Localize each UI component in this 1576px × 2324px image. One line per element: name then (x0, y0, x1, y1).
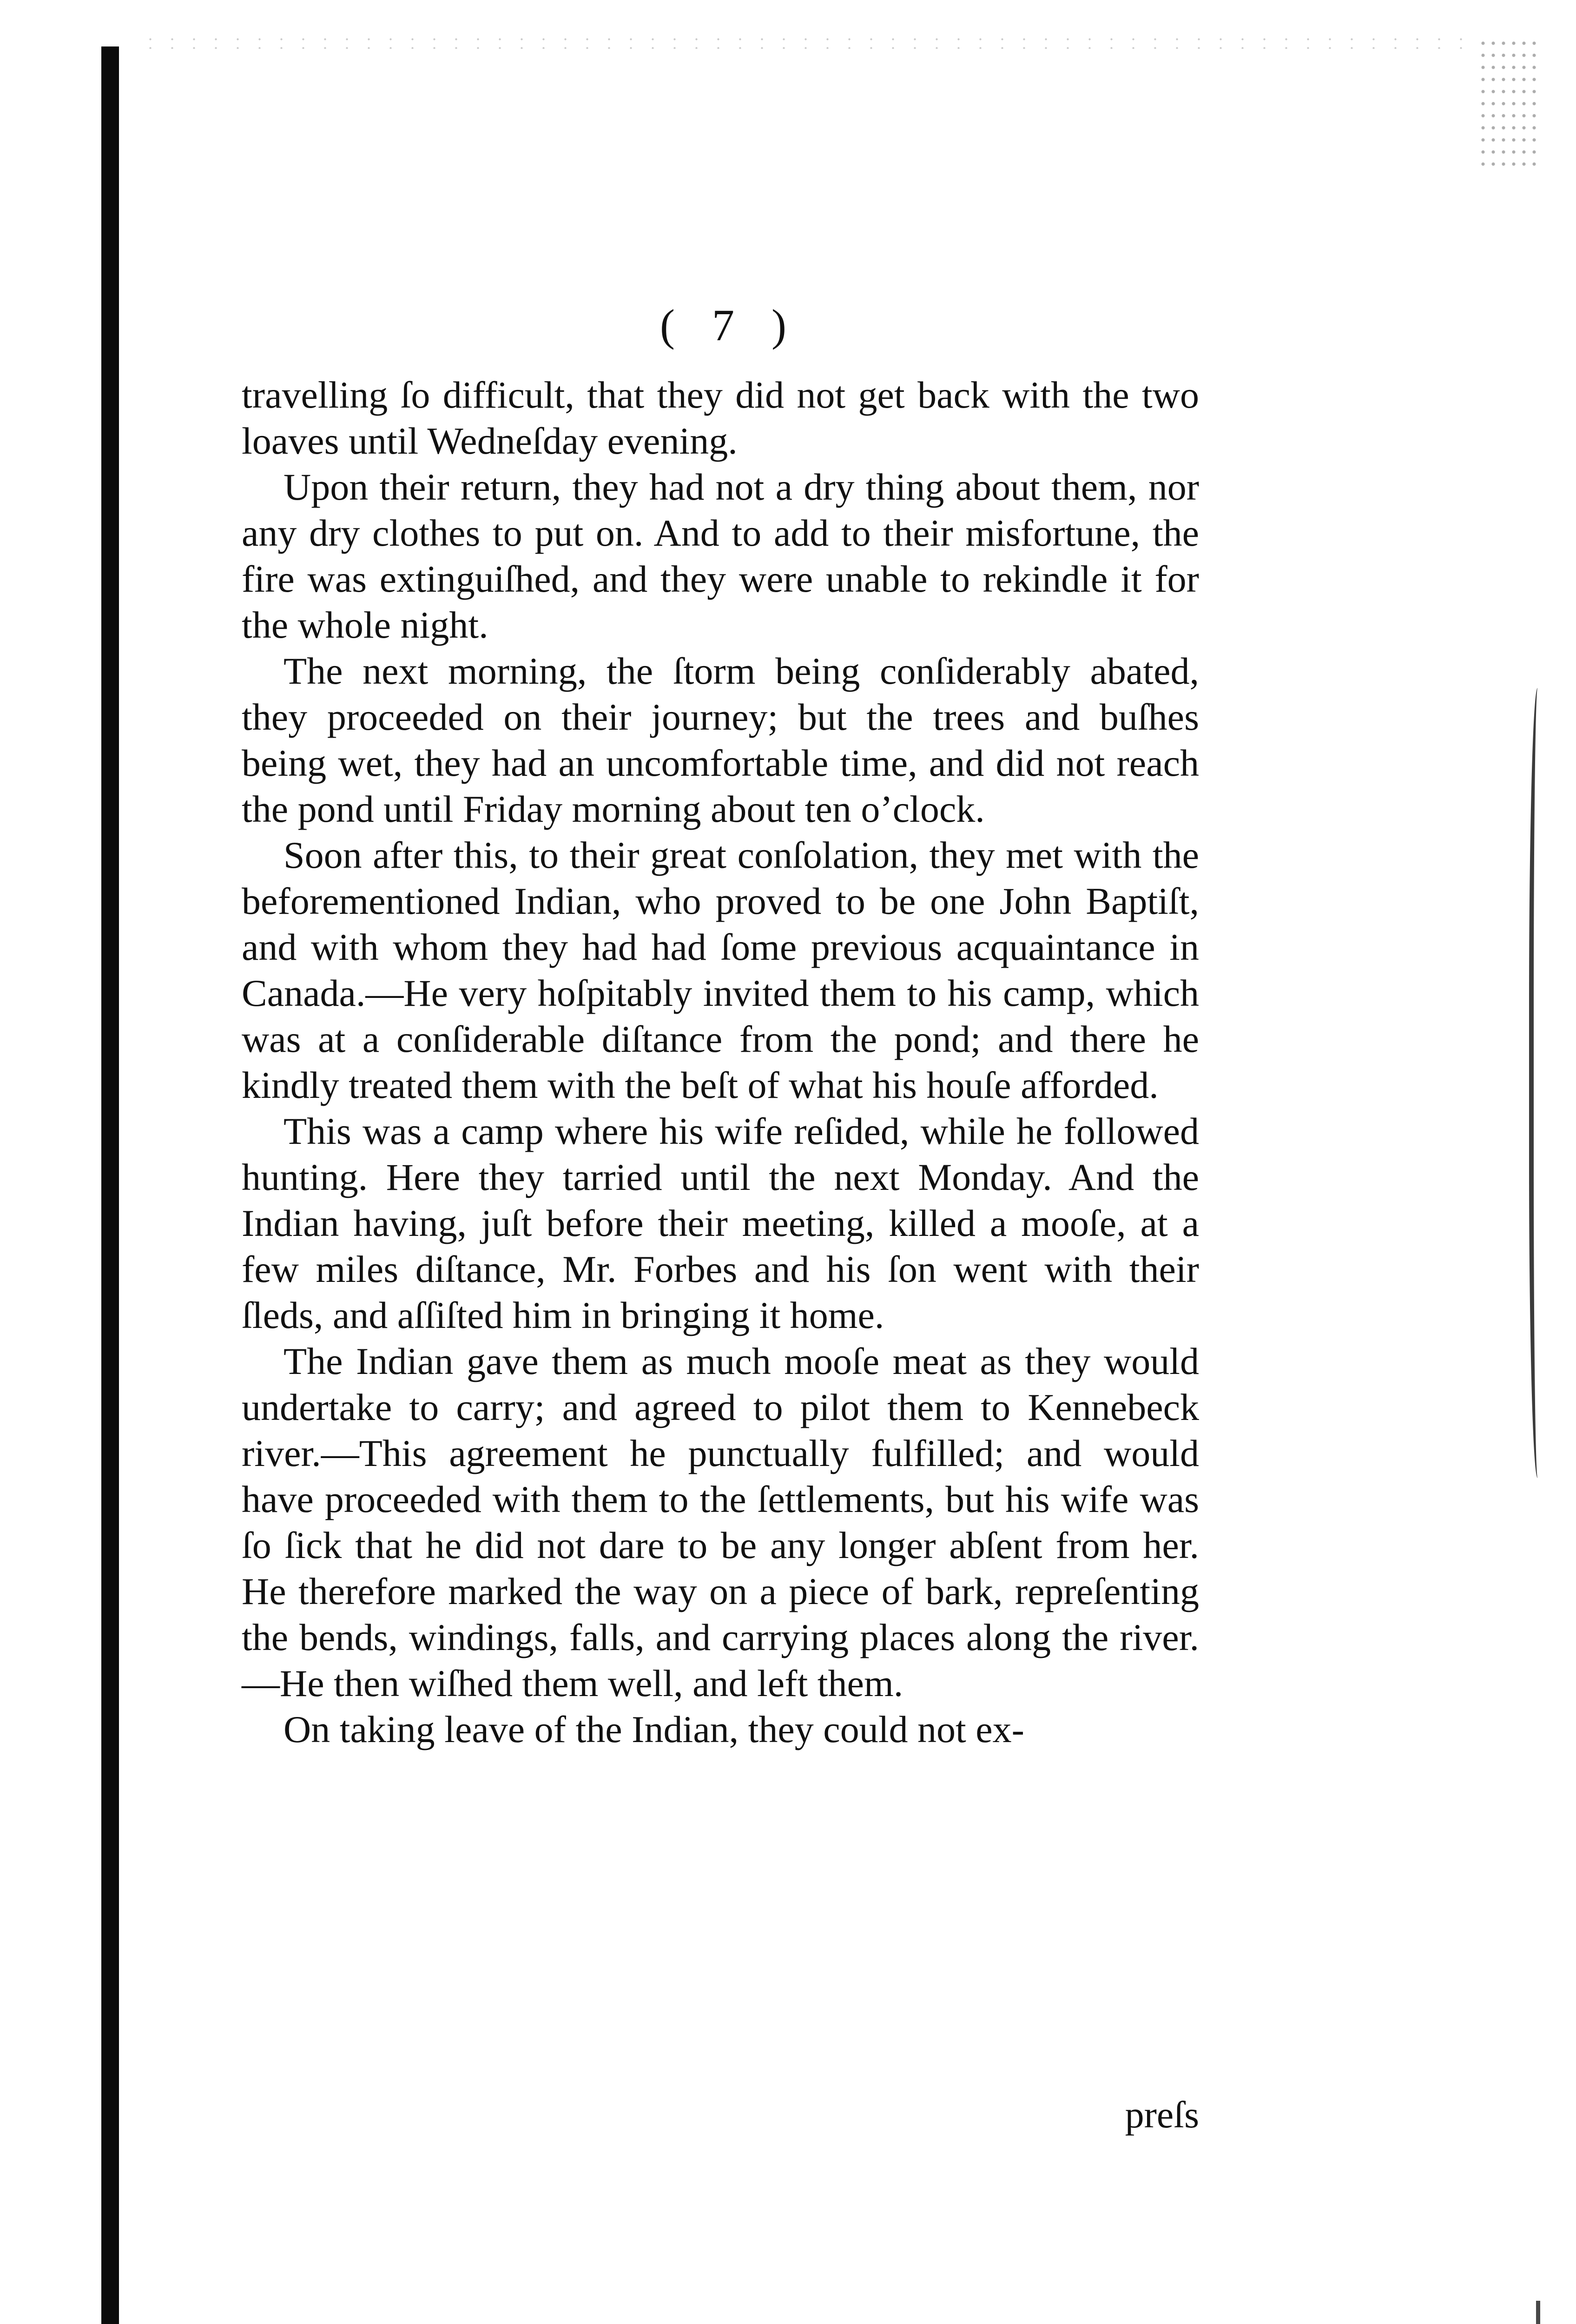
paragraph-3: The next morning, the ſtorm being conſiderably abated, they proceeded on their journey; but the trees and buſhes being wet, they had an uncomfortable time, and did not reach the pond until Friday morning about ten o’clock. (242, 650, 1199, 830)
paragraph-5: This was a camp where his wife reſided, while he followed hunting. Here they tarried until the next Monday. And the Indian having, juſt before their meeting, killed a mooſe, at a few miles diſtance, Mr. Forbes and his ſon went with their ſleds, and aſſiſted him in bringing it home. (242, 1110, 1199, 1336)
page-number: ( 7 ) (660, 300, 799, 350)
binding-edge-shadow (101, 46, 119, 2324)
right-edge-marks (1529, 688, 1550, 1478)
paragraph-4: Soon after this, to their great conſolation, they met with the beforementioned Indian, who proved to be one John Baptiſt, and with whom they had had ſome previous acquaintance in Canada.—He very hoſpitably invited them to his camp, which was at a conſiderable diſtance from the pond; and there he kindly treated them with the beſt of what his houſe afforded. (242, 834, 1199, 1106)
paragraph-1: travelling ſo difficult, that they did not get back with the two loaves until Wedneſday evening. (242, 374, 1199, 462)
top-edge-specks (139, 35, 1464, 49)
paragraph-6: The Indian gave them as much mooſe meat as they would undertake to carry; and agreed to pilot them to Kennebeck river.—This agreement he punctually fulfilled; and would have proceeded with them to the ſettlements, but his wife was ſo ſick that he did not dare to be any longer abſent from her. He therefore marked the way on a piece of bark, repreſenting the bends, windings, falls, and carrying places along the river.—He then wiſhed them well, and left them. (242, 1340, 1199, 1704)
right-edge-marks-lower (1536, 2301, 1554, 2324)
paragraph-7: On taking leave of the Indian, they could not ex- (284, 1708, 1024, 1750)
corner-smudge (1478, 37, 1538, 167)
paragraph-2: Upon their return, they had not a dry thing about them, nor any dry clothes to put on. And to add to their misfortune, the fire was extinguiſhed, and they were unable to rekindle it for the whole night. (242, 466, 1199, 646)
catchword: preſs (1125, 2093, 1199, 2136)
body-text (242, 372, 1199, 1752)
